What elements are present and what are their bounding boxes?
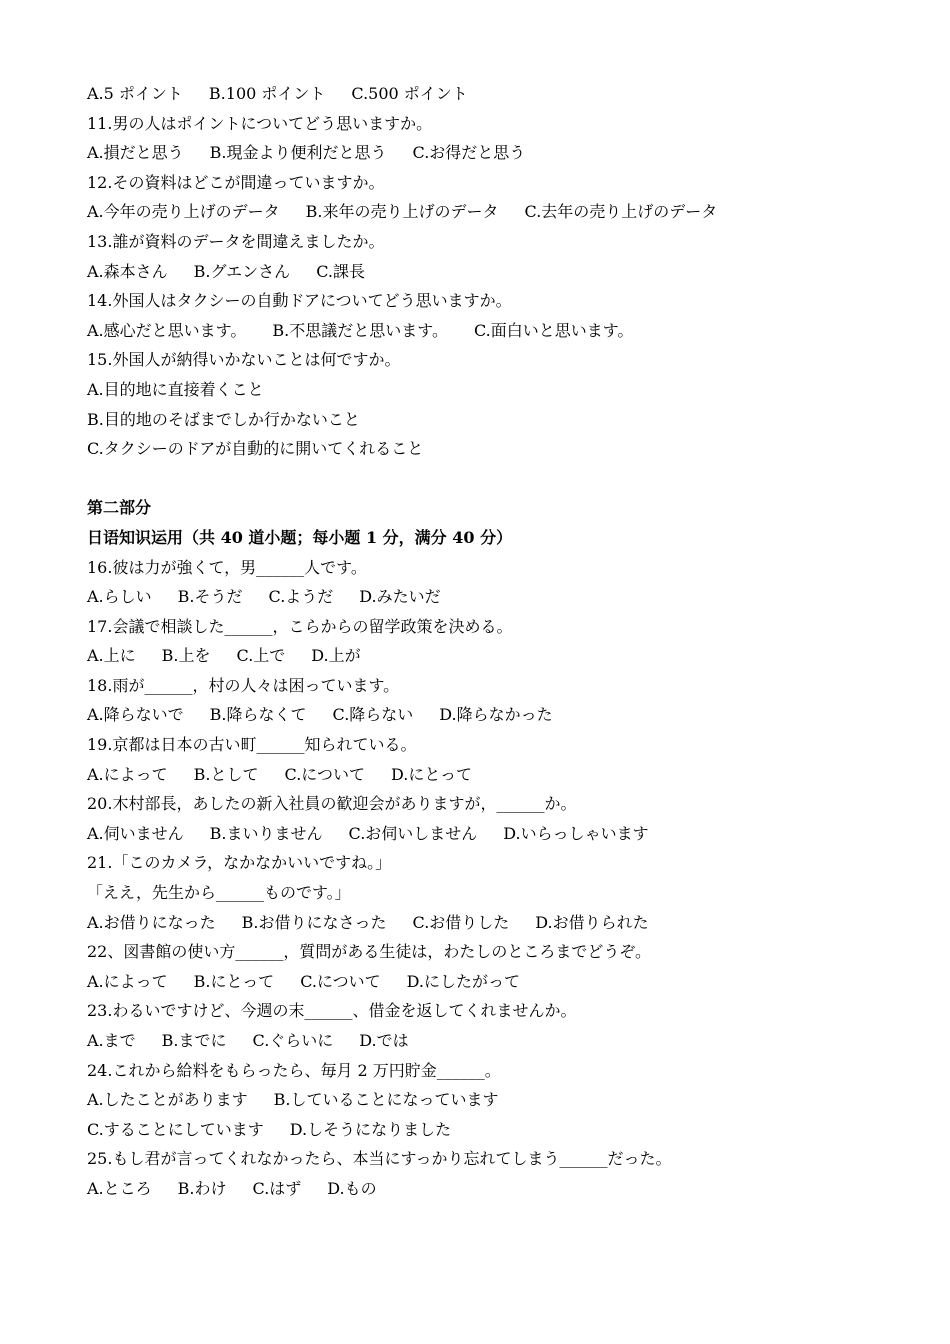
option-c: C.について bbox=[300, 971, 381, 991]
option-a: A.によって bbox=[87, 764, 168, 784]
question-21: 21.「このカメラ，なかなかいいですね。」 bbox=[87, 853, 392, 873]
option-b: B.上を bbox=[161, 646, 211, 666]
option-c: C.はず bbox=[252, 1178, 302, 1198]
option-c: C.面白いと思います。 bbox=[473, 320, 634, 340]
q15-option-b: B.目的地のそばまでしか行かないこと bbox=[87, 409, 360, 429]
option-d: D.いらっしゃいます bbox=[503, 823, 649, 843]
q23-options bbox=[87, 1026, 910, 1056]
option-b: B.そうだ bbox=[177, 587, 243, 607]
option-d: D.では bbox=[359, 1031, 409, 1050]
option-a: A.まで bbox=[87, 1031, 136, 1050]
option-b: B.として bbox=[193, 764, 259, 784]
question-23: 23.わるいですけど、今週の末______、借金を返してくれませんか。 bbox=[87, 1001, 577, 1021]
q19-options bbox=[87, 760, 910, 790]
q15-option-a: A.目的地に直接着くこと bbox=[87, 379, 264, 399]
option-a: A.らしい bbox=[87, 587, 152, 607]
q22-options bbox=[87, 967, 910, 997]
option-b: B.不思議だと思います。 bbox=[272, 320, 448, 340]
option-a: A.今年の売り上げのデータ bbox=[87, 202, 280, 222]
option-c: C.500 ポイント bbox=[351, 84, 468, 103]
q16-options bbox=[87, 582, 910, 612]
question-14: 14.外国人はタクシーの自動ドアについてどう思いますか。 bbox=[87, 291, 512, 311]
option-d: D.にとって bbox=[390, 764, 472, 784]
q21-options bbox=[87, 908, 910, 938]
option-b: B.100 ポイント bbox=[208, 84, 326, 103]
question-24: 24.これから給料をもらったら、毎月 2 万円貯金______。 bbox=[87, 1060, 501, 1080]
option-c: C.お借りした bbox=[412, 912, 510, 932]
question-20: 20.木村部長，あしたの新入社員の歓迎会がありますが，______か。 bbox=[87, 794, 577, 814]
option-b: B.グエンさん bbox=[193, 261, 291, 281]
question-17: 17.会議で相談した______，こらからの留学政策を決める。 bbox=[87, 616, 513, 636]
option-c: C.課長 bbox=[316, 261, 365, 281]
option-b: B.までに bbox=[161, 1031, 227, 1050]
question-12: 12.その資料はどこが間違っていますか。 bbox=[87, 172, 385, 192]
q14-options bbox=[87, 316, 910, 346]
part2-title: 第二部分 bbox=[87, 498, 152, 518]
option-d: D.もの bbox=[327, 1178, 377, 1198]
q12-options bbox=[87, 197, 910, 227]
q24-options-row2 bbox=[87, 1115, 910, 1145]
q11-options bbox=[87, 138, 910, 168]
option-c: C.お得だと思う bbox=[412, 143, 526, 163]
option-c: C.降らない bbox=[332, 705, 414, 725]
question-21-line2: 「ええ，先生から______ものです。」 bbox=[87, 883, 351, 903]
question-19: 19.京都は日本の古い町______知られている。 bbox=[87, 735, 417, 755]
option-a: A.森本さん bbox=[87, 261, 168, 281]
q18-options bbox=[87, 700, 910, 730]
option-d: D.しそうになりました bbox=[289, 1119, 452, 1139]
option-a: A.したことがあります bbox=[87, 1090, 248, 1110]
option-d: D.お借りられた bbox=[535, 912, 649, 932]
option-a: A.感心だと思います。 bbox=[87, 320, 247, 340]
option-b: B.まいりません bbox=[209, 823, 323, 843]
option-d: D.にしたがって bbox=[406, 971, 520, 991]
option-b: B.降らなくて bbox=[209, 705, 307, 725]
option-c: C.ようだ bbox=[268, 587, 334, 607]
option-a: A.ところ bbox=[87, 1178, 152, 1198]
part2-subtitle: 日语知识运用（共 40 道小题；每小题 1 分，满分 40 分） bbox=[87, 527, 513, 547]
option-a: A.5 ポイント bbox=[87, 84, 183, 103]
option-a: A.によって bbox=[87, 971, 168, 991]
question-15: 15.外国人が納得いかないことは何ですか。 bbox=[87, 350, 401, 370]
q24-options-row1 bbox=[87, 1085, 910, 1115]
q13-options bbox=[87, 257, 910, 287]
option-c: C.去年の売り上げのデータ bbox=[524, 202, 718, 222]
option-b: B.していることになっています bbox=[273, 1090, 499, 1110]
option-a: A.お借りになった bbox=[87, 912, 216, 932]
question-22: 22、図書館の使い方______，質問がある生徒は，わたしのところまでどうぞ。 bbox=[87, 942, 652, 962]
q15-option-c: C.タクシーのドアが自動的に開いてくれること bbox=[87, 439, 424, 459]
option-d: D.降らなかった bbox=[439, 705, 553, 725]
question-11: 11.男の人はポイントについてどう思いますか。 bbox=[87, 113, 433, 133]
option-a: A.損だと思う bbox=[87, 143, 184, 163]
q17-options bbox=[87, 641, 910, 671]
option-a: A.伺いません bbox=[87, 823, 184, 843]
option-c: C.上で bbox=[236, 646, 286, 666]
option-c: C.ぐらいに bbox=[252, 1031, 334, 1050]
q10-options bbox=[87, 79, 910, 109]
option-c: C.について bbox=[284, 764, 365, 784]
option-b: B.わけ bbox=[177, 1178, 227, 1198]
option-c: C.お伺いしません bbox=[348, 823, 478, 843]
option-b: B.にとって bbox=[193, 971, 275, 991]
option-a: A.上に bbox=[87, 646, 136, 666]
option-b: B.来年の売り上げのデータ bbox=[305, 202, 499, 222]
option-a: A.降らないで bbox=[87, 705, 184, 725]
option-b: B.お借りになさった bbox=[241, 912, 387, 932]
question-13: 13.誰が資料のデータを間違えましたか。 bbox=[87, 231, 385, 251]
q25-options bbox=[87, 1174, 910, 1204]
option-d: D.上が bbox=[311, 646, 361, 666]
question-16: 16.彼は力が強くて，男______人です。 bbox=[87, 557, 367, 577]
q20-options bbox=[87, 819, 910, 849]
option-d: D.みたいだ bbox=[359, 587, 441, 607]
option-c: C.することにしています bbox=[87, 1119, 264, 1139]
question-25: 25.もし君が言ってくれなかったら、本当にすっかり忘れてしまう______だった。 bbox=[87, 1149, 672, 1169]
question-18: 18.雨が______，村の人々は困っています。 bbox=[87, 675, 400, 695]
section-gap bbox=[87, 464, 910, 494]
option-b: B.現金より便利だと思う bbox=[209, 143, 387, 163]
